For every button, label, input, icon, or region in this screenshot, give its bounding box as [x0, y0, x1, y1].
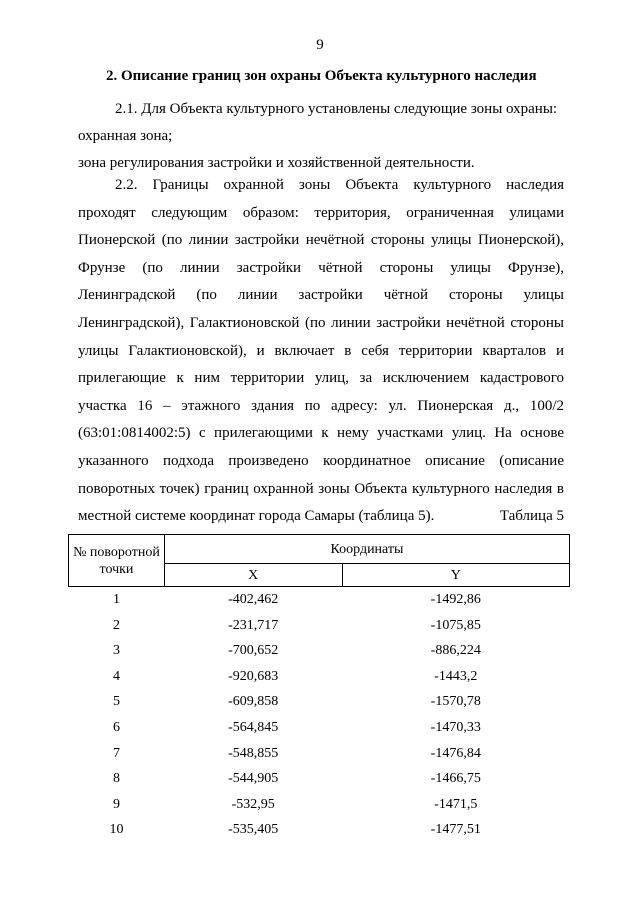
boundary-description-paragraph	[78, 172, 564, 531]
point-number: 6	[112, 719, 120, 735]
coord-y: -1470,33	[430, 719, 481, 735]
coord-x: -548,855	[228, 745, 279, 761]
page-number: 9	[316, 37, 324, 53]
table-row	[69, 664, 570, 690]
header-x: X	[164, 564, 342, 587]
paragraph-line: указанного подхода произведено координатное описание (описание	[78, 452, 564, 469]
coord-y: -1492,86	[430, 592, 481, 607]
header-y: Y	[342, 564, 569, 587]
paragraph-line: Ленинградской), Галактионовской (по линии застройки нечётной стороны	[78, 314, 564, 331]
point-number: 1	[112, 592, 120, 607]
coord-x: -231,717	[228, 617, 279, 633]
coord-x: -544,905	[228, 771, 279, 787]
point-number: 3	[112, 643, 120, 659]
paragraph-line: 2.2. Границы охранной зоны Объекта культурного наследия	[115, 177, 564, 193]
table-row	[69, 817, 570, 843]
section-title: 2. Описание границ зон охраны Объекта культурного наследия	[106, 68, 537, 84]
table-row	[69, 613, 570, 639]
paragraph-line: проходят следующим образом: территория, ограниченная улицами	[78, 204, 564, 221]
coord-y: -1443,2	[434, 668, 478, 684]
coord-x: -535,405	[228, 822, 279, 838]
coord-x: -532,95	[231, 796, 275, 812]
coord-x: -920,683	[228, 668, 279, 684]
coord-y: -1476,84	[430, 745, 481, 761]
coord-y: -1466,75	[430, 771, 481, 787]
intro-line-protected-zone: охранная зона;	[78, 128, 173, 144]
intro-line-zones: 2.1. Для Объекта культурного установлены следующие зоны охраны:	[115, 101, 558, 117]
table-row	[69, 792, 570, 818]
coord-x: -402,462	[228, 592, 279, 607]
coord-x: -564,845	[228, 719, 279, 735]
table-row	[69, 766, 570, 792]
coordinates-table	[68, 534, 570, 843]
point-number: 8	[112, 771, 120, 787]
paragraph-line: прилегающие к ним территории улиц, за исключением кадастрового	[78, 370, 564, 387]
coord-y: -1477,51	[430, 822, 481, 838]
paragraph-line: Пионерской (по линии застройки нечётной стороны улицы Пионерской),	[78, 232, 564, 249]
intro-line-regulation-zone: зона регулирования застройки и хозяйственной деятельности.	[78, 155, 475, 171]
coord-y: -1075,85	[430, 617, 481, 633]
table-row	[69, 638, 570, 664]
coord-x: -609,858	[228, 694, 279, 710]
paragraph-line: (63:01:0814002:5) с прилегающими к нему участками улиц. На основе	[78, 425, 564, 442]
paragraph-line: местной системе координат города Самары (таблица 5).	[78, 508, 435, 525]
paragraph-line: улицы Галактионовской), и включает в себя территории кварталов и	[78, 342, 564, 359]
paragraph-line: участка 16 – этажного здания по адресу: ул. Пионерская д., 100/2	[78, 397, 564, 414]
point-number: 5	[112, 694, 120, 710]
point-number: 7	[112, 745, 120, 761]
table-row	[69, 741, 570, 767]
coord-x: -700,652	[228, 643, 279, 659]
point-number: 2	[112, 617, 120, 633]
paragraph-line: поворотных точек) границ охранной зоны Объекта культурного наследия в	[78, 480, 564, 497]
point-number: 10	[109, 822, 124, 838]
paragraph-line: Фрунзе (по линии застройки чётной стороны улицы Фрунзе),	[78, 259, 564, 276]
table-row	[69, 587, 570, 613]
point-number: 9	[112, 796, 120, 812]
coord-y: -1570,78	[430, 694, 481, 710]
paragraph-line: Ленинградской (по линии застройки чётной стороны улицы	[78, 287, 564, 304]
header-point-number: № поворотной точки	[69, 535, 165, 587]
table-row	[69, 689, 570, 715]
coord-y: -886,224	[430, 643, 481, 659]
table-caption: Таблица 5	[499, 508, 564, 524]
header-coordinates: Координаты	[164, 535, 569, 564]
table-row	[69, 715, 570, 741]
point-number: 4	[112, 668, 120, 684]
coord-y: -1471,5	[434, 796, 478, 812]
